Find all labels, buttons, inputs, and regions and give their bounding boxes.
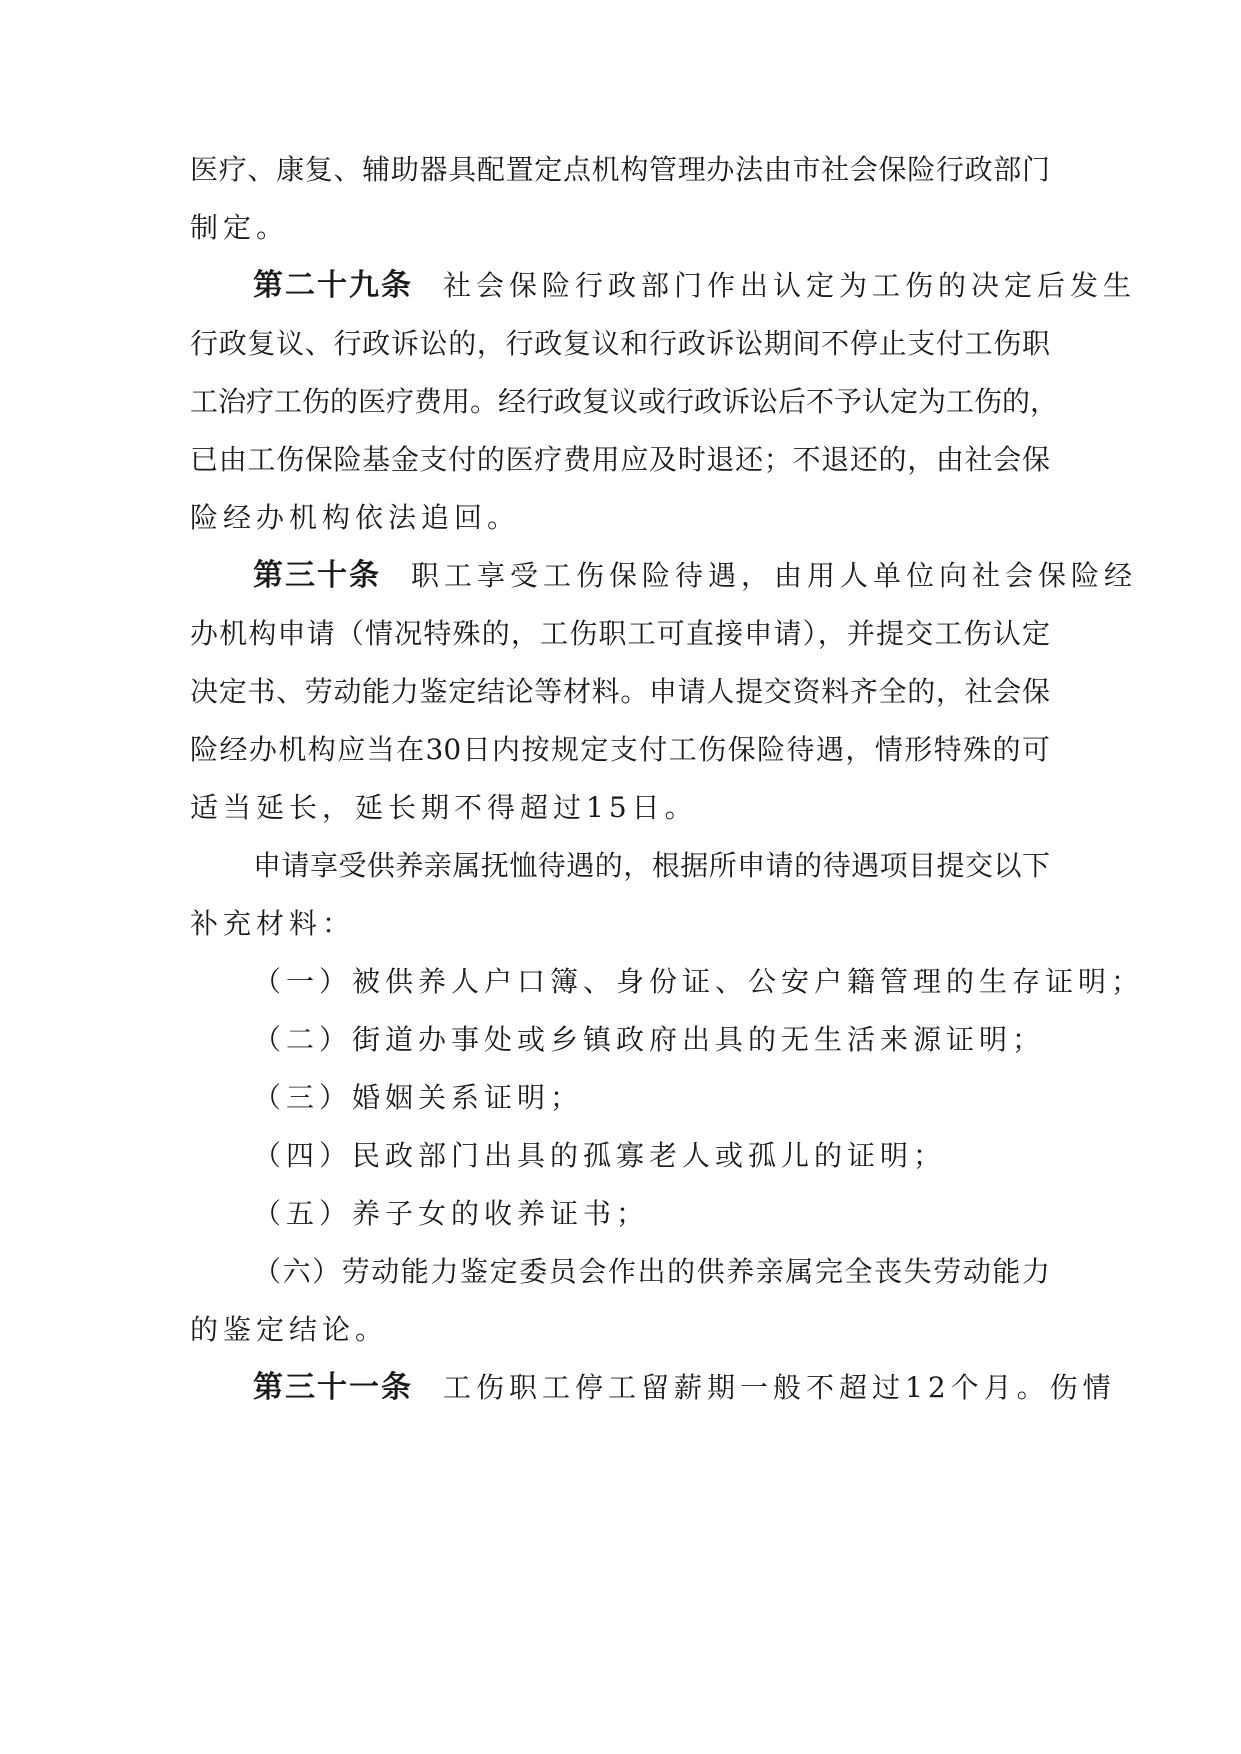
text-line: 险经办机构应当在30日内按规定支付工伤保险待遇，情形特殊的可 — [190, 733, 1050, 766]
text-line: 申请享受供养亲属抚恤待遇的，根据所申请的待遇项目提交以下 — [253, 849, 1050, 882]
text-line: 职工享受工伤保险待遇，由用人单位向社会保险经 — [411, 559, 1138, 592]
list-item: （四）民政部门出具的孤寡老人或孤儿的证明； — [253, 1139, 947, 1172]
article-29-first-line — [253, 266, 1137, 306]
article-30-heading: 第三十条 — [253, 558, 381, 593]
article-29-heading: 第二十九条 — [253, 268, 413, 303]
list-item: （六）劳动能力鉴定委员会作出的供养亲属完全丧失劳动能力 — [253, 1255, 1050, 1288]
text-line: 适当延长，延长期不得超过15日。 — [190, 791, 698, 824]
text-line: 工治疗工伤的医疗费用。经行政复议或行政诉讼后不予认定为工伤的， — [190, 385, 1059, 418]
text-line: 办机构申请（情况特殊的，工伤职工可直接申请），并提交工伤认定 — [190, 617, 1050, 650]
text-line: 行政复议、行政诉讼的，行政复议和行政诉讼期间不停止支付工伤职 — [190, 327, 1050, 360]
text-line: 险经办机构依法追回。 — [190, 501, 521, 534]
list-item: （一）被供养人户口簿、身份证、公安户籍管理的生存证明； — [253, 965, 1145, 998]
text-line: 已由工伤保险基金支付的医疗费用应及时退还；不退还的，由社会保 — [190, 443, 1050, 476]
text-line: 制定。 — [190, 211, 290, 244]
article-31-heading: 第三十一条 — [253, 1370, 413, 1405]
list-item: （三）婚姻关系证明； — [253, 1081, 584, 1114]
text-line: 医疗、康复、辅助器具配置定点机构管理办法由市社会保险行政部门 — [190, 153, 1050, 186]
list-item: （五）养子女的收养证书； — [253, 1197, 650, 1230]
text-line: 工伤职工停工留薪期一般不超过12个月。伤情 — [443, 1371, 1116, 1404]
text-line: 补充材料： — [190, 907, 356, 940]
text-line: 决定书、劳动能力鉴定结论等材料。申请人提交资料齐全的，社会保 — [190, 675, 1050, 708]
text-line: 社会保险行政部门作出认定为工伤的决定后发生 — [443, 269, 1137, 302]
list-item: （二）街道办事处或乡镇政府出具的无生活来源证明； — [253, 1023, 1046, 1056]
text-line: 的鉴定结论。 — [190, 1313, 389, 1346]
article-31-first-line — [253, 1368, 1116, 1408]
article-30-first-line — [253, 556, 1138, 596]
